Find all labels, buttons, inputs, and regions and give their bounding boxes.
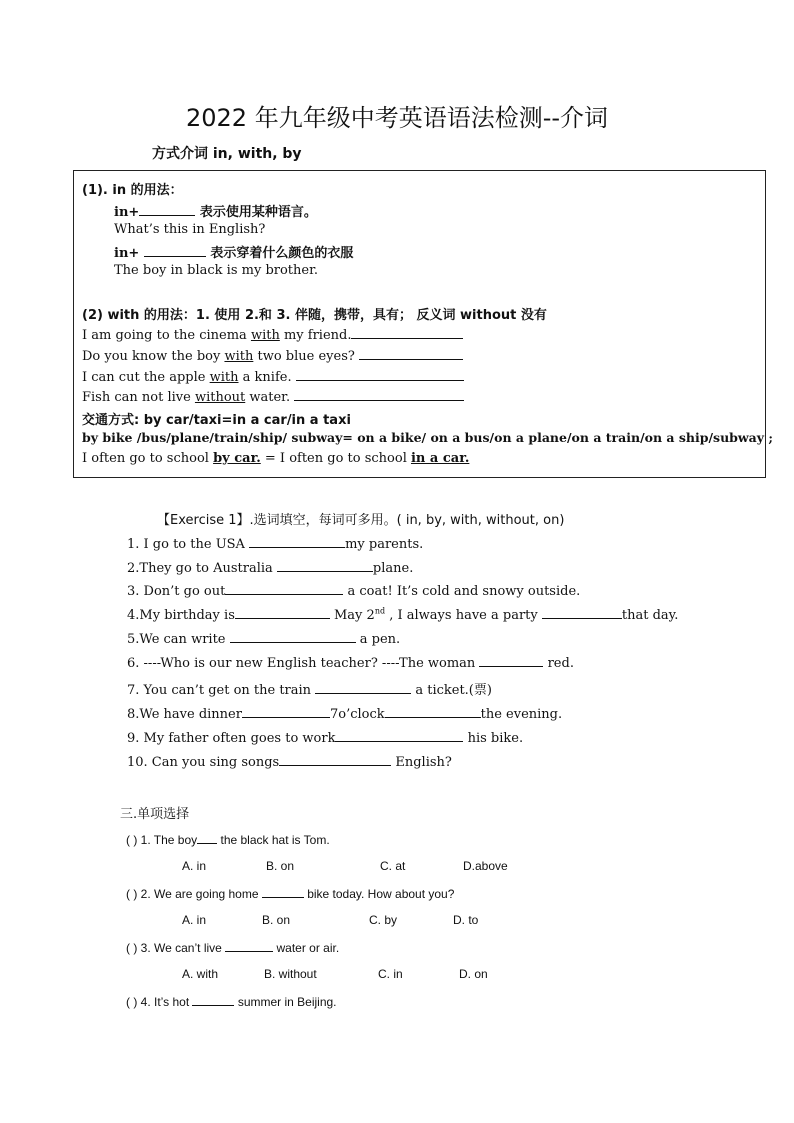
exercise1-q9 (127, 729, 523, 746)
with-example-2 (82, 347, 463, 364)
underlined-word: with (250, 328, 280, 343)
question-text: that day. (621, 608, 679, 623)
grammar-notes-box (73, 170, 773, 478)
exercise1-q2 (127, 559, 413, 576)
mc-q1-option-d[interactable]: D.above (463, 859, 508, 873)
mc-q3-option-a[interactable]: A. with (182, 967, 219, 981)
question-text: water or air. (273, 941, 340, 955)
fill-blank[interactable] (359, 347, 463, 360)
question-text: 4. It’s hot (140, 995, 193, 1009)
example-text: water. (245, 390, 295, 405)
exercise1-q10 (127, 753, 452, 770)
example-text: a knife. (238, 370, 296, 385)
example-text: I can cut the apple (82, 370, 210, 385)
fill-blank[interactable] (351, 326, 463, 339)
underlined-word: with (209, 370, 239, 385)
question-text: plane. (372, 561, 414, 576)
fill-blank[interactable] (230, 630, 356, 643)
question-text: 7o’clock (329, 707, 385, 722)
underlined-phrase: by car. (213, 451, 261, 466)
example-text: Fish can not live (82, 390, 195, 405)
question-text: 5.We can write (127, 632, 230, 647)
fill-blank[interactable] (296, 368, 464, 381)
transport-list: by bike /bus/plane/train/ship/ subway= on a bike/ on a bus/on a plane/on a train/on a ship/subway ; (82, 430, 773, 445)
section3-heading: 三.单项选择 (120, 807, 190, 822)
answer-paren[interactable]: ( ) (126, 833, 138, 847)
underlined-phrase: in a car. (410, 451, 470, 466)
with-usage-heading: (2) with 的用法：1. 使用 2.和 3. 伴随，携带，具有； 反义词 without 没有 (82, 308, 547, 323)
fill-blank[interactable] (225, 940, 273, 952)
mc-q1-option-a[interactable]: A. in (182, 859, 207, 873)
question-text: a pen. (355, 632, 401, 647)
mc-q2-option-b[interactable]: B. on (262, 913, 291, 927)
fill-blank[interactable] (262, 886, 304, 898)
exercise1-q7 (127, 679, 492, 698)
fill-blank[interactable] (479, 654, 543, 667)
fill-blank[interactable] (385, 705, 481, 718)
in-rule-language-text: 表示使用某种语言。 (195, 205, 317, 220)
example-text: two blue eyes? (253, 349, 359, 364)
in-usage-heading: (1). in 的用法： (82, 183, 183, 198)
fill-blank[interactable] (542, 606, 622, 619)
question-text: a coat! It’s cold and snowy outside. (343, 584, 581, 599)
example-text: I often go to school (82, 451, 214, 466)
question-text: summer in Beijing. (234, 995, 337, 1009)
question-text: 6. ----Who is our new English teacher? ----The woman (127, 656, 480, 671)
mc-q3 (126, 940, 339, 955)
fill-blank[interactable] (279, 753, 391, 766)
question-text: the evening. (480, 707, 563, 722)
example-text: = I often go to school (260, 451, 411, 466)
fill-blank[interactable] (235, 606, 330, 619)
question-text: 9. My father often goes to work (127, 731, 336, 746)
answer-paren[interactable]: ( ) (126, 995, 138, 1009)
question-text: a ticket.(票) (411, 683, 492, 698)
fill-blank[interactable] (242, 705, 330, 718)
fill-blank[interactable] (277, 559, 373, 572)
mc-q1-option-b[interactable]: B. on (266, 859, 295, 873)
exercise1-q4 (127, 606, 678, 623)
exercise1-q6 (127, 654, 574, 671)
question-text: 8.We have dinner (127, 707, 242, 722)
with-example-4 (82, 388, 464, 405)
question-text: my parents. (345, 537, 424, 552)
mc-q1 (126, 832, 330, 847)
question-text: bike today. How about you? (303, 887, 455, 901)
mc-q3-option-d[interactable]: D. on (459, 967, 488, 981)
section-subtitle: 方式介词 in, with, by (152, 146, 302, 162)
transport-heading: 交通方式: by car/taxi=in a car/in a taxi (82, 413, 351, 428)
transport-example (82, 451, 469, 466)
exercise1-q5 (127, 630, 400, 647)
mc-q4 (126, 994, 337, 1009)
question-text: 1. The boy (140, 833, 198, 847)
underlined-word: with (224, 349, 254, 364)
question-text: the black hat is Tom. (217, 833, 330, 847)
mc-q3-option-b[interactable]: B. without (264, 967, 317, 981)
question-text: English? (391, 755, 452, 770)
fill-blank[interactable] (139, 203, 195, 216)
page-title: 2022 年九年级中考英语语法检测--介词 (185, 104, 609, 132)
mc-q2 (126, 886, 454, 901)
question-text: 4.My birthday is (127, 608, 235, 623)
question-text: red. (543, 656, 574, 671)
fill-blank[interactable] (335, 729, 463, 742)
question-text: his bike. (463, 731, 524, 746)
mc-q1-option-c[interactable]: C. at (380, 859, 406, 873)
mc-q2-option-c[interactable]: C. by (369, 913, 398, 927)
question-text: 7. You can’t get on the train (127, 683, 316, 698)
in-rule-colour-text: 表示穿着什么颜色的衣服 (205, 246, 354, 261)
fill-blank[interactable] (294, 388, 464, 401)
question-text: 10. Can you sing songs (127, 755, 280, 770)
in-rule-language-prefix: in+ (114, 205, 140, 220)
example-text: I am going to the cinema (82, 328, 251, 343)
fill-blank[interactable] (249, 535, 345, 548)
mc-q2-option-d[interactable]: D. to (453, 913, 479, 927)
with-example-3 (82, 368, 464, 385)
underlined-word: without (194, 390, 246, 405)
in-example-language: What’s this in English? (114, 222, 266, 237)
exercise1-q3 (127, 582, 580, 599)
question-text: , I always have a party (385, 608, 542, 623)
example-text: Do you know the boy (82, 349, 225, 364)
in-rule-colour-prefix: in+ (114, 246, 144, 261)
exercise1-q1 (127, 535, 423, 552)
fill-blank[interactable] (225, 582, 343, 595)
in-example-colour: The boy in black is my brother. (114, 263, 319, 278)
exercise1-heading: 【Exercise 1】.选词填空，每词可多用。( in, by, with, without, on) (157, 513, 565, 528)
ordinal-suffix: nd (374, 606, 386, 616)
mc-q2-option-a[interactable]: A. in (182, 913, 207, 927)
fill-blank[interactable] (197, 832, 217, 844)
fill-blank[interactable] (315, 681, 411, 694)
in-rule-colour (114, 242, 353, 261)
answer-paren[interactable]: ( ) (126, 941, 138, 955)
in-rule-language (114, 201, 317, 220)
mc-q3-option-c[interactable]: C. in (378, 967, 403, 981)
question-text: 3. Don’t go out (127, 584, 226, 599)
fill-blank[interactable] (144, 244, 206, 257)
question-text: May 2 (329, 608, 375, 623)
fill-blank[interactable] (192, 994, 234, 1006)
example-text: my friend. (279, 328, 352, 343)
question-text: 3. We can’t live (140, 941, 226, 955)
question-text: 2.They go to Australia (127, 561, 277, 576)
exercise1-q8 (127, 705, 562, 722)
question-text: 2. We are going home (140, 887, 262, 901)
answer-paren[interactable]: ( ) (126, 887, 138, 901)
question-text: 1. I go to the USA (127, 537, 250, 552)
with-example-1 (82, 326, 463, 343)
